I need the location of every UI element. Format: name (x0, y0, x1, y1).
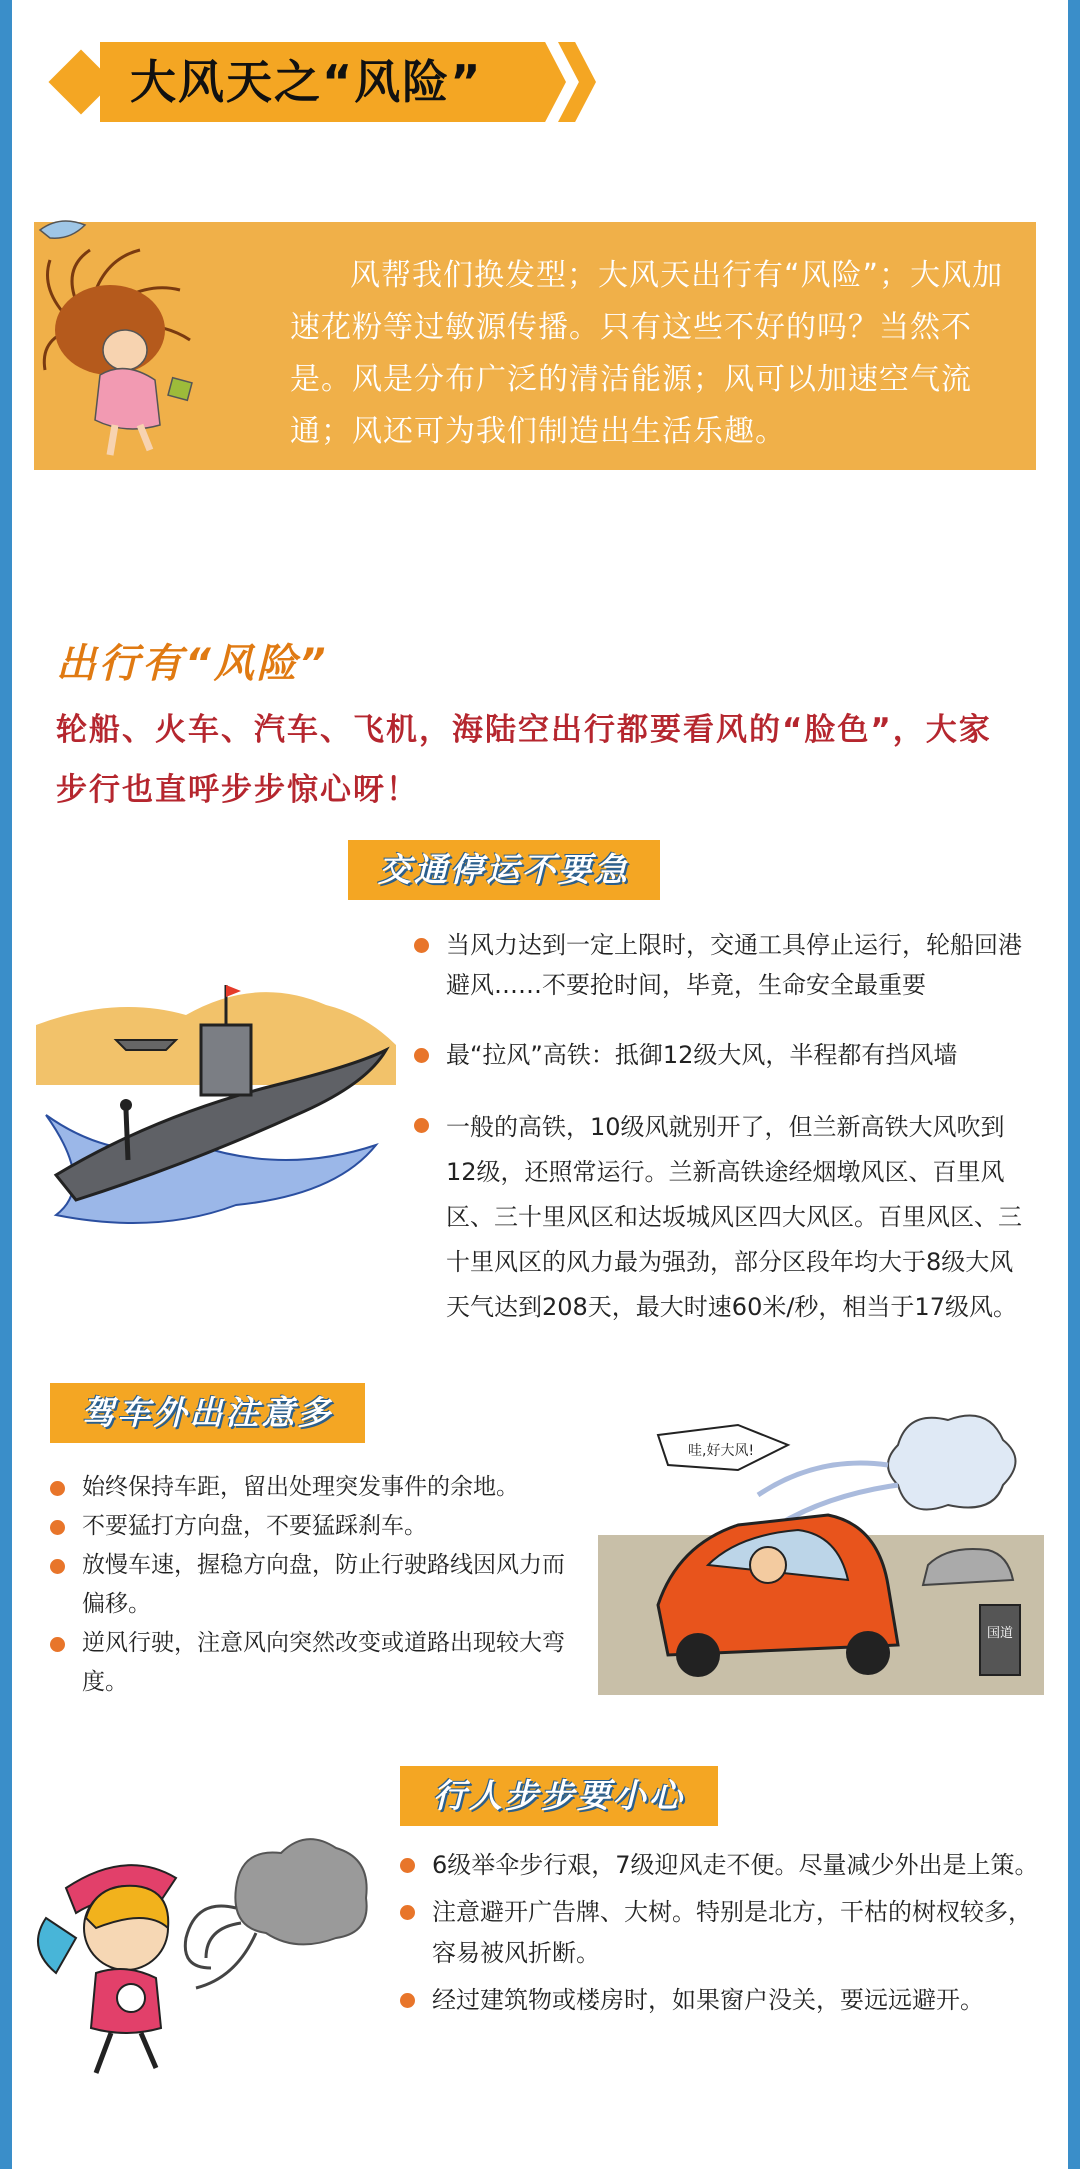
page-title: 大风天之“风险” (130, 55, 483, 109)
windblown-girl-illustration (30, 210, 240, 460)
title-banner (58, 42, 598, 122)
list-item-text: 不要猛打方向盘，不要猛踩刹车。 (82, 1513, 427, 1539)
right-frame (1068, 0, 1080, 2169)
submarine-illustration (36, 965, 396, 1245)
list-item (50, 1507, 570, 1546)
bullet-dot-icon (50, 1559, 65, 1574)
list-item (414, 1105, 1032, 1330)
road-sign-text: 国道 (986, 1626, 1014, 1641)
speech-bubble-text: 哇,好大风! (688, 1443, 755, 1459)
walking-list (400, 1845, 1040, 2027)
list-item (400, 1892, 1040, 1974)
bullet-dot-icon (50, 1520, 65, 1535)
bullet-dot-icon (400, 1858, 415, 1873)
list-item-text: 最“拉风”高铁：抵御12级大风，半程都有挡风墙 (446, 1041, 958, 1069)
list-item-text: 注意避开广告牌、大树。特别是北方，干枯的树杈较多，容易被风折断。 (432, 1898, 1032, 1967)
list-item-text: 6级举伞步行艰，7级迎风走不便。尽量减少外出是上策。 (432, 1851, 1039, 1879)
bullet-dot-icon (414, 1118, 429, 1133)
bullet-dot-icon (400, 1993, 415, 2008)
list-item (400, 1845, 1040, 1886)
bullet-dot-icon (414, 1048, 429, 1063)
bullet-dot-icon (414, 938, 429, 953)
section-title: 出行有“风险” (56, 641, 329, 687)
bullet-dot-icon (400, 1905, 415, 1920)
left-frame (0, 0, 12, 2169)
driving-list (50, 1468, 570, 1702)
list-item (414, 925, 1032, 1005)
section-subtitle: 轮船、火车、汽车、飞机，海陆空出行都要看风的“脸色”，大家步行也直呼步步惊心呀！ (56, 712, 992, 808)
walking-tag: 行人步步要小心 (400, 1766, 718, 1826)
list-item (414, 1035, 1032, 1075)
traffic-tag: 交通停运不要急 (348, 840, 660, 900)
bullet-dot-icon (50, 1481, 65, 1496)
list-item-text: 当风力达到一定上限时，交通工具停止运行，轮船回港避风……不要抢时间，毕竟，生命安全最重要 (446, 931, 1022, 999)
bullet-dot-icon (50, 1637, 65, 1652)
traffic-list (414, 925, 1032, 1360)
list-item (50, 1624, 570, 1702)
list-item-text: 始终保持车距，留出处理突发事件的余地。 (82, 1474, 519, 1500)
car-in-wind-illustration (598, 1405, 1044, 1695)
list-item-text: 放慢车速，握稳方向盘，防止行驶路线因风力而偏移。 (82, 1552, 565, 1617)
intro-text: 风帮我们换发型；大风天出行有“风险”；大风加速花粉等过敏源传播。只有这些不好的吗？当然不是。风是分布广泛的清洁能源；风可以加速空气流通；风还可为我们制造出生活乐趣。 (290, 258, 1004, 449)
list-item (50, 1468, 570, 1507)
list-item-text: 经过建筑物或楼房时，如果窗户没关，要远远避开。 (432, 1986, 984, 2014)
list-item-text: 逆风行驶，注意风向突然改变或道路出现较大弯度。 (82, 1630, 565, 1695)
walking-girl-illustration (36, 1828, 376, 2088)
list-item (400, 1980, 1040, 2021)
driving-tag: 驾车外出注意多 (50, 1383, 365, 1443)
list-item-text: 一般的高铁，10级风就别开了，但兰新高铁大风吹到12级，还照常运行。兰新高铁途经烟墩风区、百里风区、三十里风区和达坂城风区四大风区。百里风区、三十里风区的风力最为强劲，部分区段年均大于8级大风天气达到208天，最大时速60米/秒，相当于17级风。 (446, 1113, 1022, 1321)
list-item (50, 1546, 570, 1624)
